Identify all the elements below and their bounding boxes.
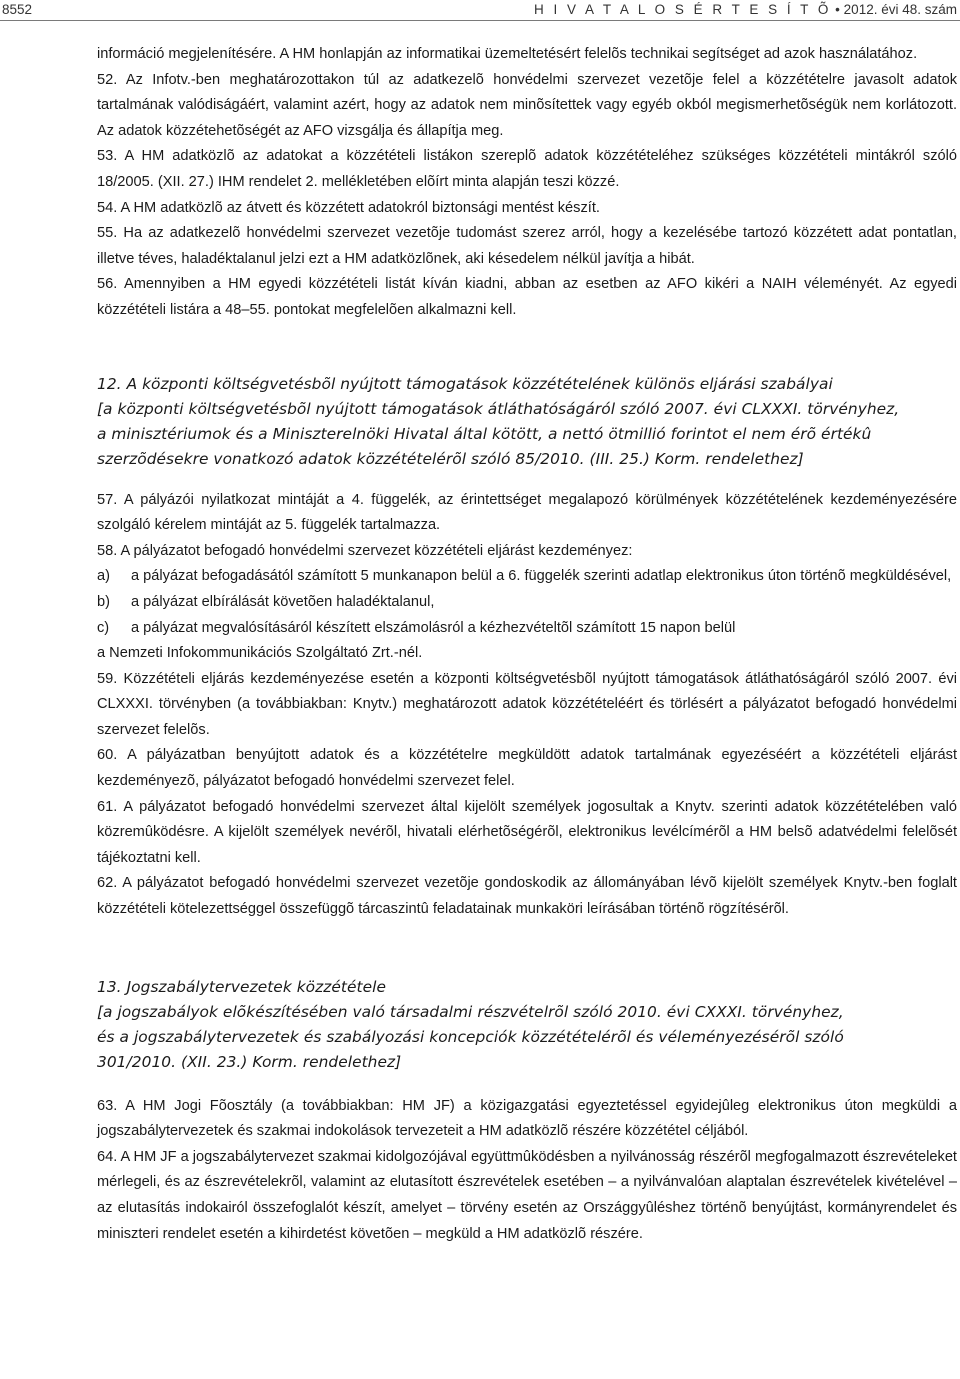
header-rule: [0, 20, 960, 21]
paragraph-53: 53. A HM adatközlõ az adatokat a közzétételi listákon szereplõ adatok közzétételéhez szükséges közzétételi mintákról szóló 18/2005. (XII. 27.) IHM rendelet 2. mellékletében elõírt minta alapján teszi közzé.: [97, 148, 957, 190]
list-text: a pályázat befogadásától számított 5 munkanapon belül a 6. függelék szerinti adatlap elektronikus úton történõ megküldésével,: [131, 568, 952, 585]
paragraph-58: 58. A pályázatot befogadó honvédelmi szervezet közzétételi eljárást kezdeményez:: [97, 542, 633, 559]
paragraph-52: 52. Az Infotv.-ben meghatározottakon túl az adatkezelõ honvédelmi szervezet vezetõje felel a közzétételre javasolt adatok tartalmának valódiságáért, valamint azért, hogy az adatok nem minõsítettek vagy egyéb okból megismerhetõségük nem korlátozott. Az adatok közzétehetõségét az AFO vizsgálja és állapítja meg.: [97, 71, 957, 139]
page-body: [97, 42, 957, 1247]
section-12-title: 12. A központi költségvetésbõl nyújtott támogatások közzétételének különös eljárási szabályai: [97, 374, 833, 393]
list-text: a pályázat elbírálását követõen haladéktalanul,: [131, 593, 435, 610]
journal-info: [534, 2, 957, 17]
section-12-subtitle-line-2: a minisztériumok és a Miniszterelnöki Hivatal által kötött, a nettó ötmillió forintot el nem érõ értékû: [97, 424, 872, 443]
issue-label: 2012. évi 48. szám: [843, 2, 957, 17]
list-marker: b): [97, 593, 110, 610]
separator-bullet: •: [835, 2, 840, 17]
paragraph-57: 57. A pályázói nyilatkozat mintáját a 4. függelék, az érintettséget megalapozó körülmények közzétételének kezdeményezésére szolgáló kérelem mintáját az 5. függelék tartalmazza.: [97, 491, 957, 534]
section-13-subtitle-line-1: [a jogszabályok elõkészítésében való társadalmi részvételrõl szóló 2010. évi CXXXI. törvényhez,: [97, 1002, 844, 1021]
paragraph-60: 60. A pályázatban benyújtott adatok és a közzétételre megküldött adatok tartalmának egyezéséért a közzétételi eljárást kezdeményezõ, pályázatot befogadó honvédelmi szervezet felel.: [97, 747, 957, 790]
list-item-c: [97, 616, 957, 642]
paragraph-51-end: információ megjelenítésére. A HM honlapján az informatikai üzemeltetésért felelõs technikai segítséget ad azok használatához.: [97, 46, 918, 62]
paragraph-59: 59. Közzétételi eljárás kezdeményezése esetén a központi költségvetésbõl nyújtott támogatások átláthatóságáról szóló 2007. évi CLXXXI. törvényben (a továbbiakban: Knytv.) meghatározott adatok közzétételéért és törlésért a pályázatot befogadó honvédelmi szervezet felelõs.: [97, 670, 957, 738]
list-item-a: [97, 564, 957, 590]
page-number: 8552: [2, 2, 33, 17]
paragraph-62: 62. A pályázatot befogadó honvédelmi szervezet vezetõje gondoskodik az állományában lévõ kijelölt személyek Knytv.-ben foglalt közzétételi kötelezettséggel összefüggõ tárcaszintû feladatainak munkaköri leírásában történõ rögzítésérõl.: [97, 875, 957, 918]
section-13-title: 13. Jogszabálytervezetek közzététele: [97, 977, 386, 996]
paragraph-55: 55. Ha az adatkezelõ honvédelmi szervezet vezetõje tudomást szerez arról, hogy a kezelésébe tartozó közzétett adat pontatlan, illetve téves, haladéktalanul jelzi ezt a HM adatközlõnek, aki késedelem nélkül javítja a hibát.: [97, 225, 957, 267]
journal-title: H I V A T A L O S É R T E S Í T Õ: [534, 2, 832, 17]
page-header: [0, 0, 960, 22]
paragraph-64: 64. A HM JF a jogszabálytervezet szakmai kidolgozójával együttmûködésben a nyilvánosság részérõl megfogalmazott észrevételeket mérlegeli, és az észrevételekrõl, valamint az elutasított észrevételek esetében – a nyilvánvalóan alaptalan észrevételek kivételével – az elutasítás indokairól összefoglalót készít, amelyet – törvény esetén az Országgyûléshez történõ benyújtást, kormányrendelet és miniszteri rendelet esetén a kihirdetést követõen – megküld a HM adatközlõ részére.: [97, 1148, 957, 1242]
list-item-b: [97, 590, 957, 616]
section-13-subtitle-line-2: és a jogszabálytervezetek és szabályozási koncepciók közzétételérõl és véleményezésérõl szóló: [97, 1027, 844, 1046]
section-13-heading: [97, 975, 957, 1075]
paragraph-54: 54. A HM adatközlõ az átvett és közzétett adatokról biztonsági mentést készít.: [97, 199, 600, 216]
list-text: a pályázat megvalósításáról készített elszámolásról a kézhezvételtõl számított 15 napon belül: [131, 619, 736, 636]
paragraph-63: 63. A HM Jogi Fõosztály (a továbbiakban: HM JF) a közigazgatási egyeztetéssel egyidejûleg elektronikus úton megküldi a jogszabálytervezetek és szakmai indokolások tervezeteit a HM adatközlõ részére közzététel céljából.: [97, 1097, 957, 1140]
section-12-heading: [97, 372, 957, 472]
paragraph-61: 61. A pályázatot befogadó honvédelmi szervezet által kijelölt személyek jogosultak a Knytv. szerinti adatok közzétételében való közremûködésre. A kijelölt személyek nevérõl, hivatali elérhetõségérõl, elektronikus levélcímérõl a HM belsõ adatvédelmi felelõsét tájékoztatni kell.: [97, 798, 957, 866]
paragraph-56: 56. Amennyiben a HM egyedi közzétételi listát kíván kiadni, abban az esetben az AFO kikéri a NAIH véleményét. Az egyedi közzétételi listára a 48–55. pontokat megfelelõen alkalmazni kell.: [97, 276, 957, 318]
section-13-subtitle-line-3: 301/2010. (XII. 23.) Korm. rendelethez]: [97, 1052, 402, 1071]
list-marker: c): [97, 619, 110, 636]
paragraph-58-closing: a Nemzeti Infokommunikációs Szolgáltató Zrt.-nél.: [97, 645, 423, 662]
list-marker: a): [97, 568, 110, 585]
section-12-subtitle-line-3: szerzõdésekre vonatkozó adatok közzétételérõl szóló 85/2010. (III. 25.) Korm. rendelethez]: [97, 449, 804, 468]
section-12-subtitle-line-1: [a központi költségvetésbõl nyújtott támogatások átláthatóságáról szóló 2007. évi CLXXXI. törvényhez,: [97, 399, 900, 418]
